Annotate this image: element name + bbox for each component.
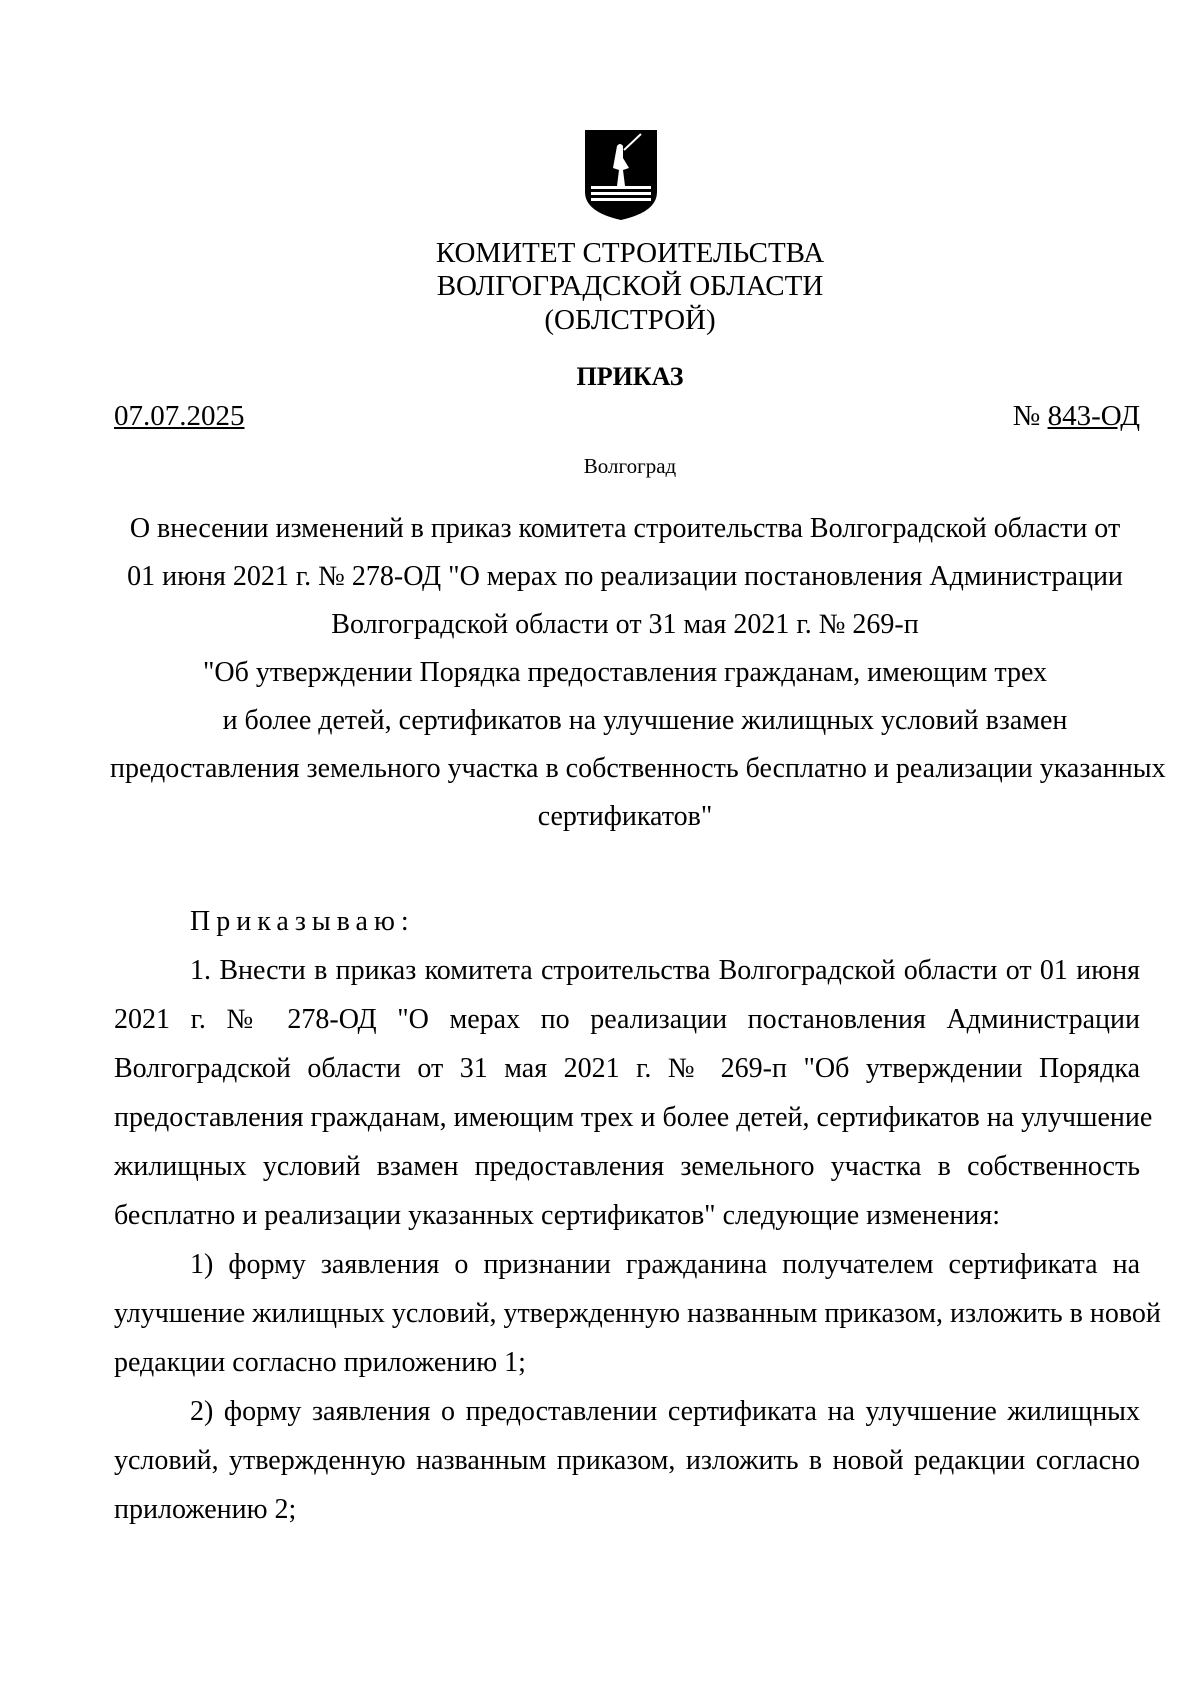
paragraph-1-line: бесплатно и реализации указанных сертификатов" следующие изменения: xyxy=(114,1200,1001,1231)
paragraph-1-line: 1. Внести в приказ комитета строительства Волгоградской области от 01 июня xyxy=(190,955,1140,986)
paragraph-2-line: улучшение жилищных условий, утвержденную названным приказом, изложить в новой xyxy=(114,1298,1161,1329)
title-line: и более детей, сертификатов на улучшение жилищных условий взамен xyxy=(222,705,1068,736)
document-city: Волгоград xyxy=(583,454,677,478)
paragraph-3-line: условий, утвержденную названным приказом, изложить в новой редакции согласно xyxy=(114,1445,1140,1476)
org-name-line2: ВОЛГОГРАДСКОЙ ОБЛАСТИ xyxy=(436,270,824,302)
order-word: Приказываю: xyxy=(190,906,415,937)
document-number xyxy=(1013,400,1140,433)
number-prefix: № xyxy=(1012,400,1041,432)
paragraph-2-line: редакции согласно приложению 1; xyxy=(114,1347,526,1378)
paragraph-3-line: приложению 2; xyxy=(114,1494,297,1525)
paragraph-2-line: 1) форму заявления о признании гражданина получателем сертификата на xyxy=(190,1249,1140,1280)
paragraph-1-line: Волгоградской области от 31 мая 2021 г. № 269-п "Об утверждении Порядка xyxy=(114,1053,1140,1084)
paragraph-1-line: 2021 г. № 278-ОД "О мерах по реализации постановления Администрации xyxy=(114,1004,1140,1035)
org-name-line3: (ОБЛСТРОЙ) xyxy=(544,304,716,336)
paragraph-1-line: предоставления гражданам, имеющим трех и более детей, сертификатов на улучшение xyxy=(114,1102,1153,1133)
org-name-line1: КОМИТЕТ СТРОИТЕЛЬСТВА xyxy=(435,237,825,269)
document-date: 07.07.2025 xyxy=(114,400,245,432)
title-line: предоставления земельного участка в собственность бесплатно и реализации указанных xyxy=(110,753,1166,784)
title-line: 01 июня 2021 г. № 278-ОД "О мерах по реализации постановления Администрации xyxy=(127,561,1123,592)
title-line: сертификатов" xyxy=(537,801,713,832)
title-line: Волгоградской области от 31 мая 2021 г. № 269-п xyxy=(331,609,919,640)
title-line: "Об утверждении Порядка предоставления гражданам, имеющим трех xyxy=(202,657,1048,688)
paragraph-3-line: 2) форму заявления о предоставлении сертификата на улучшение жилищных xyxy=(190,1396,1140,1427)
number-value: 843-ОД xyxy=(1047,400,1140,432)
document-type-heading: ПРИКАЗ xyxy=(576,362,684,391)
coat-of-arms-icon xyxy=(583,128,659,222)
title-line: О внесении изменений в приказ комитета строительства Волгоградской области от xyxy=(129,513,1121,544)
paragraph-1-line: жилищных условий взамен предоставления земельного участка в собственность xyxy=(114,1151,1140,1182)
